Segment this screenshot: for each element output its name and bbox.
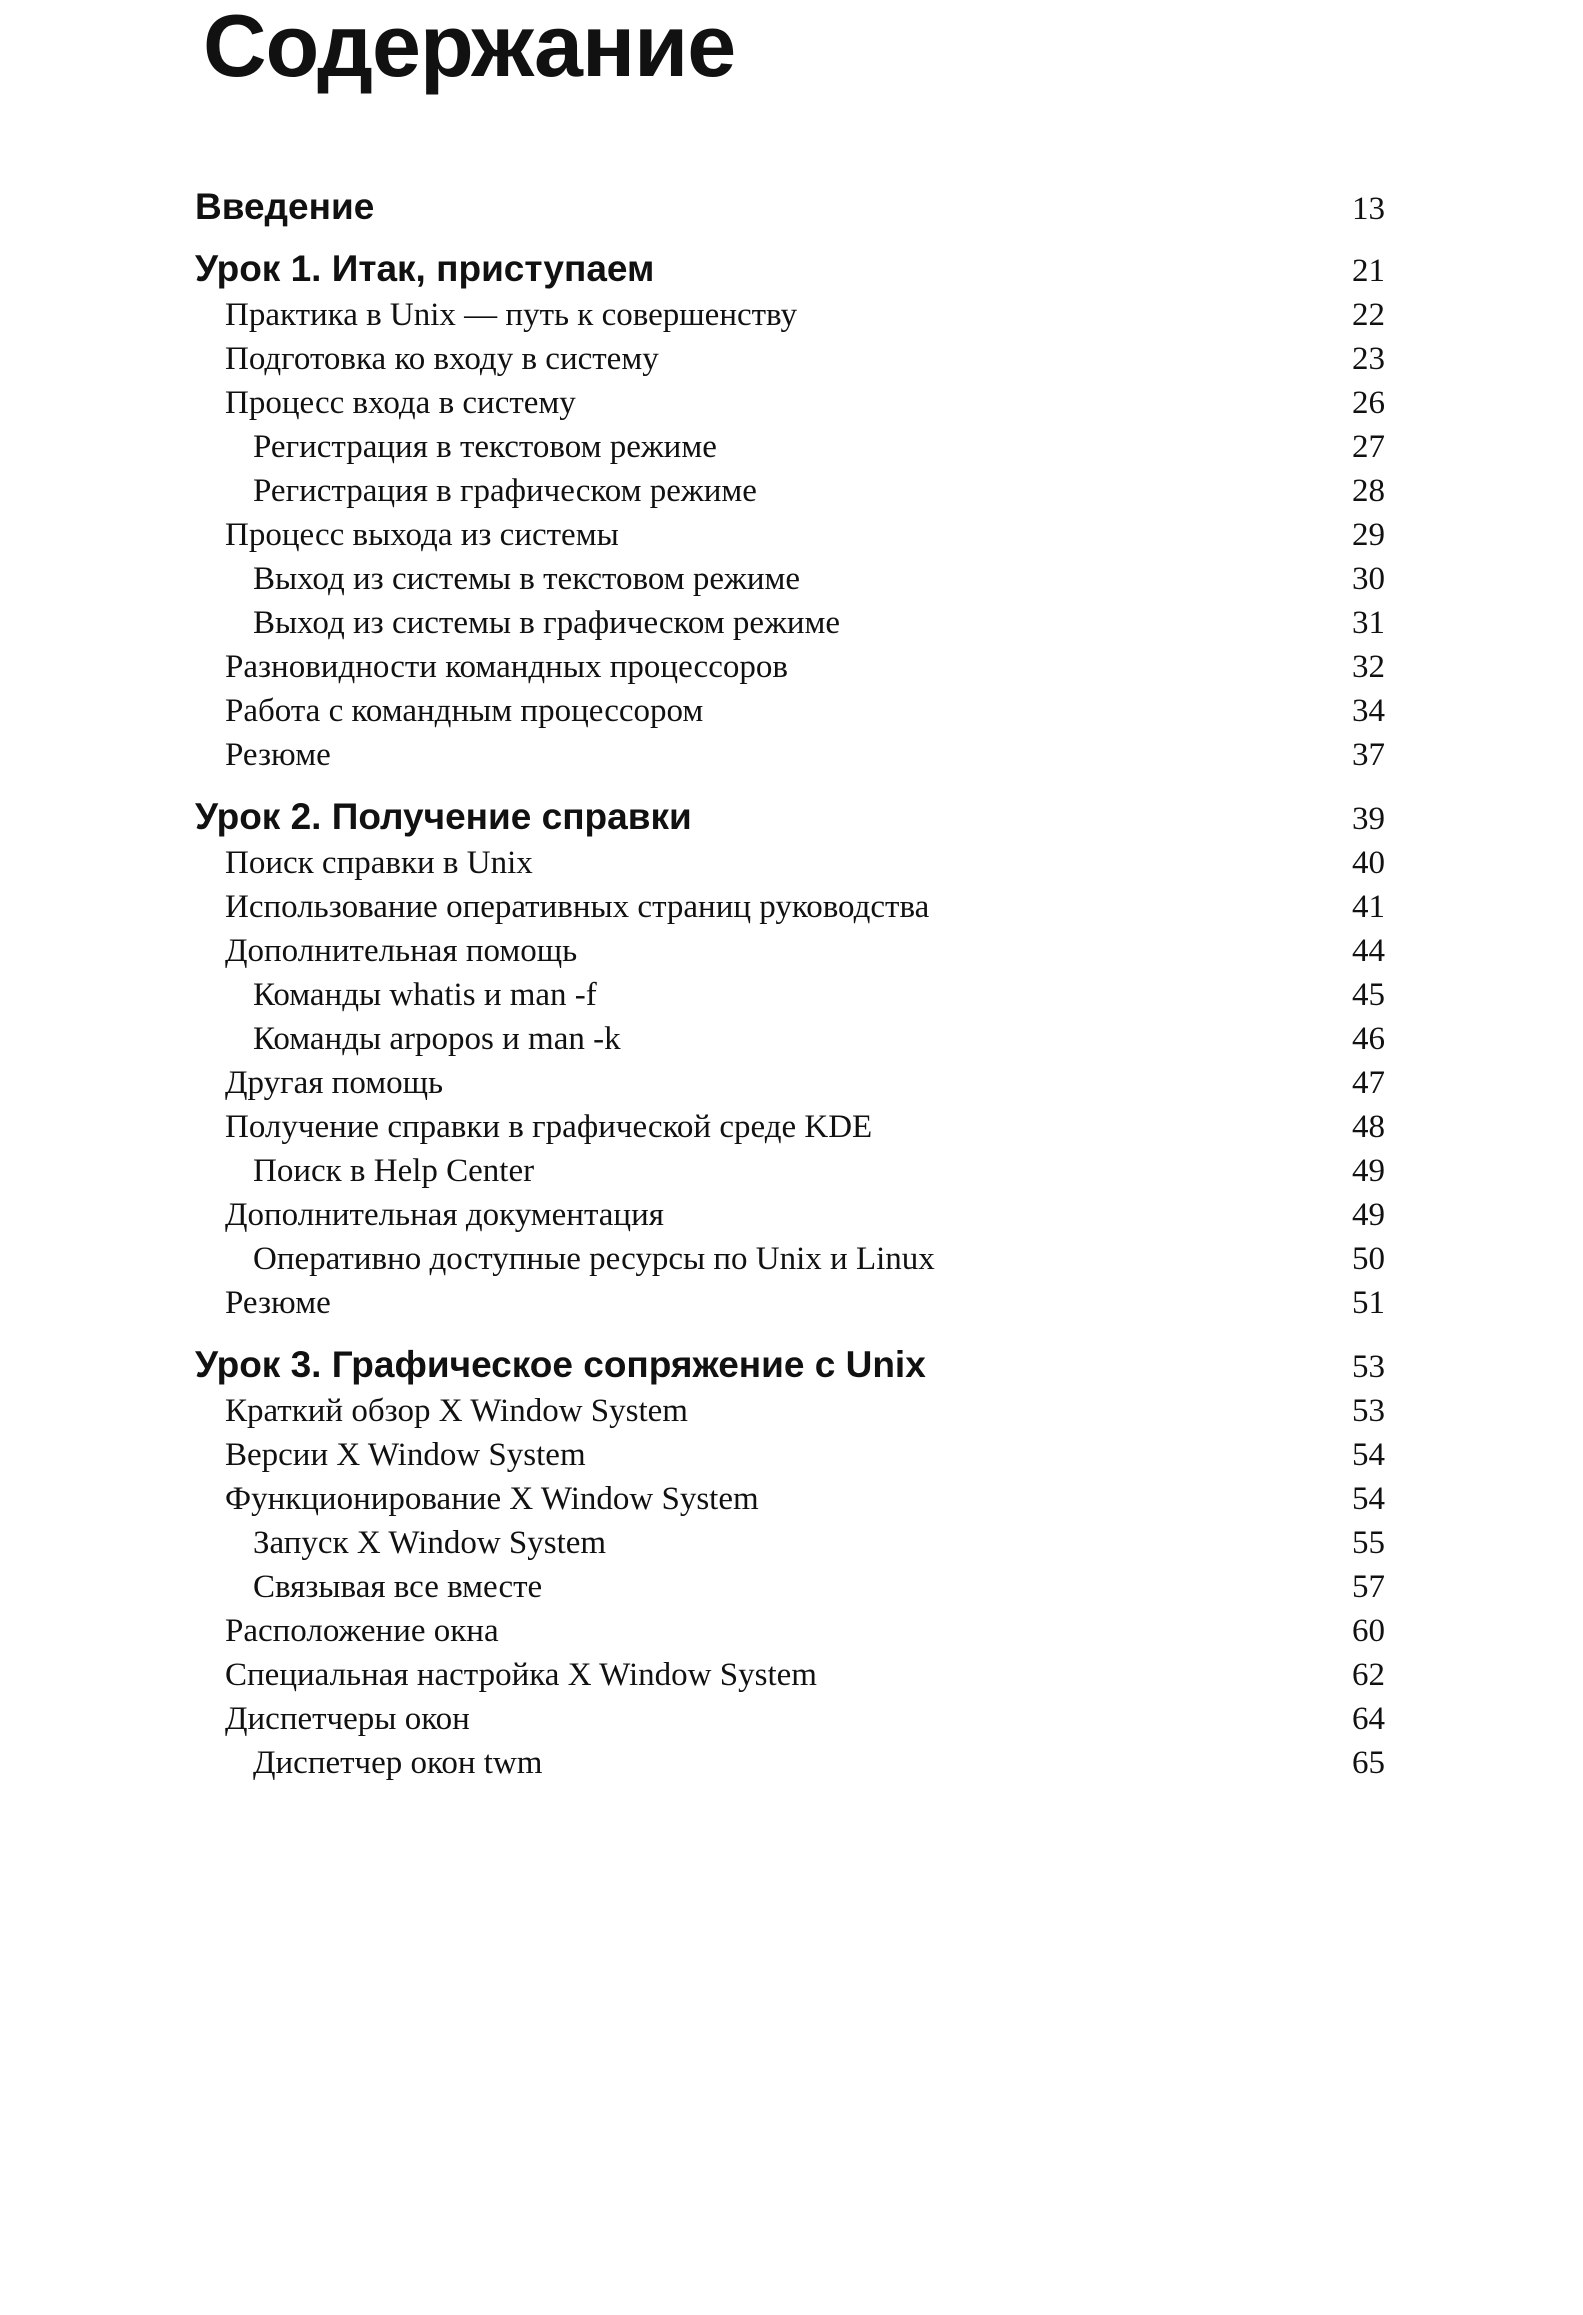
toc-section-entry (195, 1061, 1385, 1105)
toc-entry-label: Получение справки в графической среде KDE (225, 1109, 873, 1145)
toc-section-entry (195, 1433, 1385, 1477)
toc-entry-label: Выход из системы в текстовом режиме (253, 561, 801, 597)
toc-section-entry (195, 929, 1385, 973)
toc-entry-label: Диспетчер окон twm (253, 1745, 543, 1781)
toc-entry-label: Поиск справки в Unix (225, 845, 533, 881)
toc-entry-label: Работа с командным процессором (225, 693, 704, 729)
toc-section-entry (195, 1609, 1385, 1653)
toc-entry-page-number: 28 (1352, 473, 1385, 509)
toc-entry-label: Запуск X Window System (253, 1525, 607, 1561)
toc-section-entry (195, 1477, 1385, 1521)
toc-entry-label: Оперативно доступные ресурсы по Unix и Linux (253, 1241, 935, 1277)
toc-entry-page-number: 39 (1352, 801, 1385, 837)
toc-section-entry (195, 1281, 1385, 1325)
toc-entry-page-number: 54 (1352, 1481, 1385, 1517)
toc-chapter-entry (195, 1343, 1385, 1387)
toc-section-entry (195, 513, 1385, 557)
toc-section-entry (195, 1237, 1385, 1281)
toc-section-entry (195, 469, 1385, 513)
table-of-contents (195, 185, 1385, 1785)
toc-section-entry (195, 601, 1385, 645)
toc-entry-page-number: 60 (1352, 1613, 1385, 1649)
toc-entry-label: Специальная настройка X Window System (225, 1657, 817, 1693)
toc-entry-label: Регистрация в текстовом режиме (253, 429, 717, 465)
toc-section-entry (195, 1741, 1385, 1785)
toc-entry-label: Процесс выхода из системы (225, 517, 619, 553)
toc-section-entry (195, 293, 1385, 337)
toc-entry-label: Урок 2. Получение справки (195, 796, 692, 837)
toc-entry-label: Урок 1. Итак, приступаем (195, 248, 655, 289)
toc-entry-page-number: 31 (1352, 605, 1385, 641)
toc-chapter-entry (195, 247, 1385, 291)
toc-entry-label: Дополнительная документация (225, 1197, 664, 1233)
toc-entry-label: Разновидности командных процессоров (225, 649, 788, 685)
toc-entry-label: Практика в Unix — путь к совершенству (225, 297, 798, 333)
toc-section-entry (195, 1017, 1385, 1061)
toc-section-entry (195, 337, 1385, 381)
toc-section-entry (195, 1149, 1385, 1193)
toc-section-entry (195, 885, 1385, 929)
toc-entry-label: Диспетчеры окон (225, 1701, 470, 1737)
toc-entry-page-number: 22 (1352, 297, 1385, 333)
toc-entry-label: Связывая все вместе (253, 1569, 543, 1605)
toc-entry-label: Подготовка ко входу в систему (225, 341, 659, 377)
toc-entry-label: Поиск в Help Center (253, 1153, 535, 1189)
toc-entry-page-number: 46 (1352, 1021, 1385, 1057)
toc-entry-label: Краткий обзор X Window System (225, 1393, 688, 1429)
toc-entry-page-number: 29 (1352, 517, 1385, 553)
toc-entry-page-number: 62 (1352, 1657, 1385, 1693)
toc-section-entry (195, 689, 1385, 733)
toc-section-entry (195, 973, 1385, 1017)
toc-entry-page-number: 53 (1352, 1349, 1385, 1385)
toc-chapter-entry (195, 795, 1385, 839)
toc-entry-label: Резюме (225, 737, 331, 773)
toc-entry-label: Резюме (225, 1285, 331, 1321)
toc-entry-label: Урок 3. Графическое сопряжение с Unix (195, 1344, 926, 1385)
toc-entry-page-number: 27 (1352, 429, 1385, 465)
toc-entry-label: Команды whatis и man -f (253, 977, 597, 1013)
toc-section-entry (195, 557, 1385, 601)
toc-section-entry (195, 645, 1385, 689)
toc-entry-page-number: 47 (1352, 1065, 1385, 1101)
toc-section-entry (195, 1565, 1385, 1609)
toc-entry-page-number: 23 (1352, 341, 1385, 377)
toc-entry-page-number: 53 (1352, 1393, 1385, 1429)
toc-section-entry (195, 1105, 1385, 1149)
toc-section-entry (195, 733, 1385, 777)
toc-entry-page-number: 21 (1352, 253, 1385, 289)
toc-entry-page-number: 65 (1352, 1745, 1385, 1781)
toc-entry-label: Функционирование X Window System (225, 1481, 759, 1517)
toc-entry-page-number: 41 (1352, 889, 1385, 925)
toc-entry-label: Команды arpopos и man -k (253, 1021, 621, 1057)
toc-entry-page-number: 37 (1352, 737, 1385, 773)
toc-entry-page-number: 30 (1352, 561, 1385, 597)
toc-entry-label: Дополнительная помощь (225, 933, 578, 969)
toc-section-entry (195, 425, 1385, 469)
toc-section-entry (195, 1389, 1385, 1433)
toc-entry-page-number: 40 (1352, 845, 1385, 881)
toc-entry-label: Введение (195, 186, 375, 227)
toc-entry-page-number: 48 (1352, 1109, 1385, 1145)
toc-section-entry (195, 841, 1385, 885)
toc-entry-label: Расположение окна (225, 1613, 499, 1649)
toc-entry-label: Регистрация в графическом режиме (253, 473, 757, 509)
toc-section-entry (195, 1697, 1385, 1741)
toc-section-entry (195, 1653, 1385, 1697)
toc-entry-page-number: 13 (1352, 191, 1385, 227)
toc-entry-label: Использование оперативных страниц руководства (225, 889, 930, 925)
toc-entry-page-number: 34 (1352, 693, 1385, 729)
toc-section-entry (195, 1521, 1385, 1565)
toc-entry-page-number: 26 (1352, 385, 1385, 421)
toc-entry-label: Версии X Window System (225, 1437, 586, 1473)
toc-section-entry (195, 1193, 1385, 1237)
page-title: Содержание (203, 0, 736, 95)
toc-entry-page-number: 45 (1352, 977, 1385, 1013)
toc-entry-page-number: 51 (1352, 1285, 1385, 1321)
toc-entry-page-number: 44 (1352, 933, 1385, 969)
toc-entry-page-number: 54 (1352, 1437, 1385, 1473)
toc-entry-page-number: 64 (1352, 1701, 1385, 1737)
toc-entry-label: Другая помощь (225, 1065, 444, 1101)
toc-entry-page-number: 55 (1352, 1525, 1385, 1561)
toc-entry-page-number: 57 (1352, 1569, 1385, 1605)
toc-entry-page-number: 49 (1352, 1197, 1385, 1233)
toc-entry-page-number: 49 (1352, 1153, 1385, 1189)
toc-section-entry (195, 381, 1385, 425)
toc-entry-label: Процесс входа в систему (225, 385, 576, 421)
toc-entry-page-number: 50 (1352, 1241, 1385, 1277)
toc-entry-label: Выход из системы в графическом режиме (253, 605, 841, 641)
toc-chapter-entry (195, 185, 1385, 229)
toc-entry-page-number: 32 (1352, 649, 1385, 685)
